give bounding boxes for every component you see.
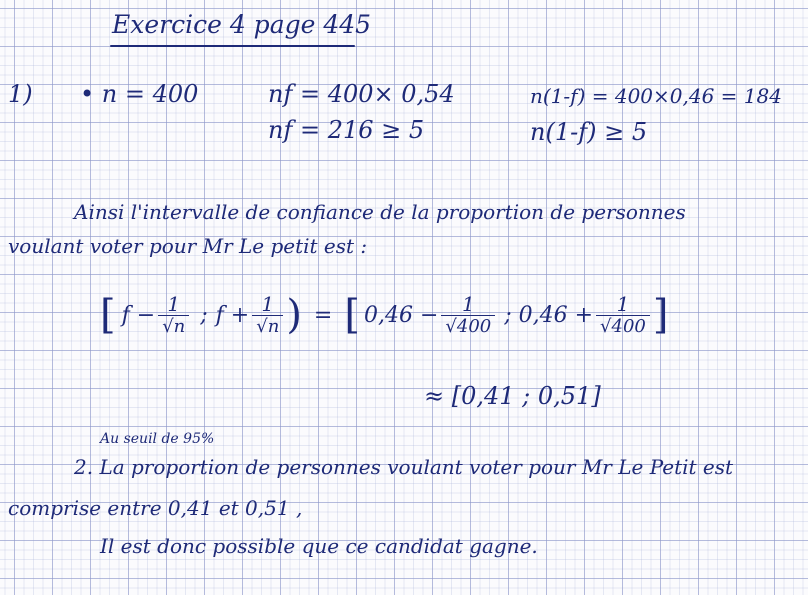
title-underline: [110, 45, 355, 47]
n1f-result: n(1-f) ≥ 5: [530, 118, 648, 146]
n-value: • n = 400: [80, 80, 199, 108]
paragraph-line-1: Ainsi l'intervalle de confiance de la proportion de personnes: [74, 200, 686, 224]
fraction-general-1: [158, 293, 189, 338]
conclusion-line: Il est donc possible que ce candidat gagne.: [100, 534, 538, 558]
confidence-level-note: Au seuil de 95%: [100, 431, 215, 447]
separator-2: ; 0,46 +: [504, 302, 594, 328]
f-plus: f +: [215, 302, 250, 328]
approx-result: ≈ [0,41 ; 0,51]: [424, 382, 601, 410]
fraction-numeric-1: [441, 293, 495, 338]
question-2-line-2: comprise entre 0,41 et 0,51 ,: [8, 496, 303, 520]
left-bracket: [: [100, 292, 116, 338]
right-paren: ): [286, 292, 302, 338]
equals-sign: =: [313, 302, 333, 328]
fraction-numerator: 1: [461, 291, 475, 316]
f-minus: f −: [121, 302, 156, 328]
question-1-number: 1): [8, 80, 33, 108]
fraction-general-2: [252, 293, 283, 338]
n1f-product: n(1-f) = 400×0,46 = 184: [530, 84, 782, 108]
fraction-numerator: 1: [261, 291, 275, 316]
fraction-numerator: 1: [616, 291, 630, 316]
right-bracket-numeric: ]: [652, 292, 669, 338]
fraction-denominator: √400: [596, 315, 650, 338]
fraction-denominator: √n: [158, 315, 189, 338]
left-bracket-numeric: [: [344, 292, 360, 338]
nf-product: nf = 400× 0,54: [268, 80, 455, 108]
confidence-interval-formula: [100, 292, 668, 338]
nf-result: nf = 216 ≥ 5: [268, 116, 425, 144]
fraction-denominator: √400: [441, 315, 495, 338]
fraction-numeric-2: [596, 293, 650, 338]
value-minus: 0,46 −: [363, 302, 439, 328]
exercise-title: Exercice 4 page 445: [112, 10, 372, 39]
fraction-numerator: 1: [167, 291, 181, 316]
separator-1: ;: [200, 302, 208, 328]
paragraph-line-2: voulant voter pour Mr Le petit est :: [8, 234, 368, 258]
question-2-line-1: 2. La proportion de personnes voulant voter pour Mr Le Petit est: [74, 455, 734, 479]
fraction-denominator: √n: [252, 315, 283, 338]
